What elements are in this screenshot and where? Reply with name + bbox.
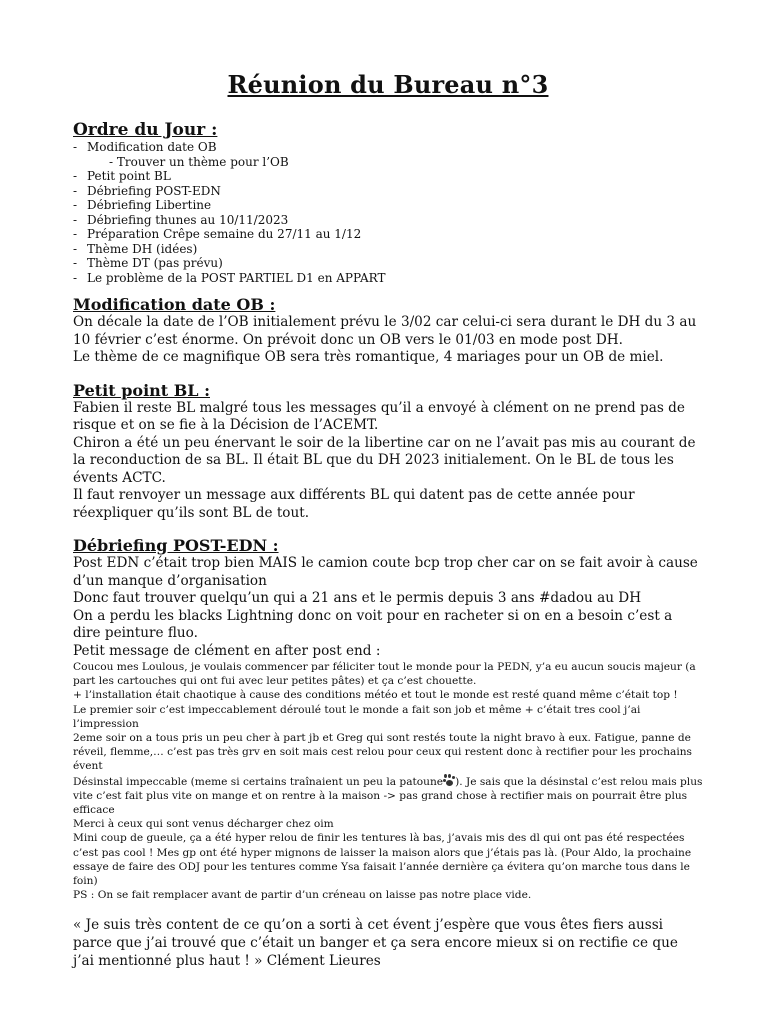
- spacer: [73, 522, 703, 536]
- bullet-dash: -: [73, 241, 78, 256]
- agenda-item-text: Le problème de la POST PARTIEL D1 en APPART: [87, 270, 386, 285]
- edn-paragraph: Post EDN c’était trop bien MAIS le camion coute bcp trop cher car on se fait avoir à cause d’un manque d’organisation: [73, 555, 698, 589]
- agenda-list: [73, 140, 703, 285]
- message-line: 2eme soir on a tous pris un peu cher à part jb et Greg qui sont restés toute la night bravo à eux. Fatigue, panne de réveil, flemme,… c’est pas très grv en soit mais cest relou pour ceux qui restent donc à rectifier pour les prochains évent: [73, 732, 692, 773]
- edn-paragraph: On a perdu les blacks Lightning donc on voit pour en racheter si on en a besoin c’est a dire peinture fluo.: [73, 607, 673, 641]
- bullet-dash: -: [73, 227, 78, 241]
- message-line: Merci à ceux qui sont venus décharger chez oim: [73, 818, 334, 831]
- desinstal-text-after: ). Je sais que la désinstal c’est relou mais plus vite c’est fait plus vite on mange et on rentre à la maison -> pas grand chose à rectifier mais on pourrait être plus efficace: [73, 775, 703, 817]
- agenda-item: [73, 271, 703, 286]
- bullet-dash: -: [73, 169, 78, 183]
- edn-paragraph: Petit message de clément en after post end :: [73, 642, 381, 659]
- message-line: Coucou mes Loulous, je voulais commencer par féliciter tout le monde pour la PEDN, y’a eu aucun soucis majeur (a part les cartouches qui ont fui avec leur petites pâtes) et ça c’est chouette.: [73, 661, 696, 688]
- message-line: Le premier soir c’est impeccablement déroulé tout le monde a fait son job et même + c’était tres cool j’ai l’impression: [73, 703, 641, 730]
- bullet-dash: -: [73, 198, 78, 212]
- agenda-item-text: Préparation Crêpe semaine du 27/11 au 1/12: [87, 227, 362, 241]
- message-line: [73, 774, 703, 818]
- bl-paragraph: Il faut renvoyer un message aux différents BL qui datent pas de cette année pour réexpliquer qu’ils sont BL de tout.: [73, 487, 635, 521]
- agenda-item-text: Thème DT (pas prévu): [87, 256, 223, 270]
- bullet-dash: -: [73, 140, 78, 154]
- agenda-item: [73, 169, 703, 184]
- agenda-item: [73, 184, 703, 199]
- desinstal-text-before: Désinstal impeccable (meme si certains traînaient un peu la patoune: [73, 775, 444, 788]
- agenda-item: [73, 140, 703, 155]
- message-line: + l’installation était chaotique à cause des conditions météo et tout le monde est resté quand même c’était top !: [73, 689, 678, 702]
- document-title: Réunion du Bureau n°3: [227, 70, 549, 99]
- ob-paragraph: Le thème de ce magnifique OB sera très romantique, 4 mariages pour un OB de miel.: [73, 349, 664, 365]
- message-line: Mini coup de gueule, ça a été hyper relou de finir les tentures là bas, j’avais mis des dl qui ont pas été respectées c’est pas cool ! Mes gp ont été hyper mignons de laisser la maison alors que j’étais pas là. (Pour Aldo, la prochaine essaye de faire des ODJ pour les tentures comme Ysa faisait l’année dernière ça évitera qu’on marche tous dans le foin): [73, 832, 692, 888]
- message-line: PS : On se fait remplacer avant de partir d’un créneau on laisse pas notre place vide.: [73, 889, 532, 902]
- agenda-subitem: [73, 155, 703, 170]
- document-page: [73, 70, 703, 970]
- bl-paragraph: Chiron a été un peu énervant le soir de la libertine car on ne l’avait pas mis au courant de la reconduction de sa BL. Il était BL que du DH 2023 initialement. On le BL de tous les évents ACTC.: [73, 434, 696, 486]
- agenda-item: [73, 256, 703, 271]
- agenda-heading: Ordre du Jour :: [73, 120, 218, 140]
- agenda-item-text: Modification date OB: [87, 140, 217, 154]
- bullet-dash: -: [73, 212, 78, 227]
- bl-paragraph: Fabien il reste BL malgré tous les messages qu’il a envoyé à clément on ne prend pas de risque et on se fie à la Décision de l’ACEMT.: [73, 399, 685, 433]
- agenda-item-text: Thème DH (idées): [87, 241, 198, 256]
- bullet-dash: -: [73, 183, 78, 198]
- bl-section-heading: Petit point BL :: [73, 380, 210, 400]
- edn-paragraph: Donc faut trouver quelqu’un qui a 21 ans et le permis depuis 3 ans #dadou au DH: [73, 590, 642, 606]
- edn-section-heading: Débriefing POST-EDN :: [73, 536, 279, 555]
- bullet-dash: -: [73, 256, 78, 270]
- paw-print-icon: [443, 774, 455, 786]
- spacer: [73, 367, 703, 381]
- agenda-item-text: - Trouver un thème pour l’OB: [109, 154, 289, 169]
- agenda-item-text: Débriefing thunes au 10/11/2023: [87, 212, 289, 227]
- bullet-dash: -: [73, 270, 78, 285]
- agenda-item-text: Débriefing Libertine: [87, 198, 212, 212]
- clement-message: [73, 660, 703, 902]
- ob-section-heading: Modification date OB :: [73, 295, 276, 314]
- ob-paragraph: On décale la date de l’OB initialement prévu le 3/02 car celui-ci sera durant le DH du 3 au 10 février c’est énorme. On prévoit donc un OB vers le 01/03 en mode post DH.: [73, 314, 697, 348]
- agenda-item-text: Débriefing POST-EDN: [87, 183, 221, 198]
- agenda-item: [73, 198, 703, 213]
- clement-quote: « Je suis très content de ce qu’on a sorti à cet évent j’espère que vous êtes fiers aussi parce que j’ai trouvé que c’était un banger et ça sera encore mieux si on rectifie ce que j’ai mentionné plus haut ! » Clément Lieures: [73, 917, 678, 970]
- agenda-item-text: Petit point BL: [87, 169, 171, 183]
- agenda-item: [73, 213, 703, 228]
- agenda-item: [73, 242, 703, 257]
- agenda-item: [73, 227, 703, 242]
